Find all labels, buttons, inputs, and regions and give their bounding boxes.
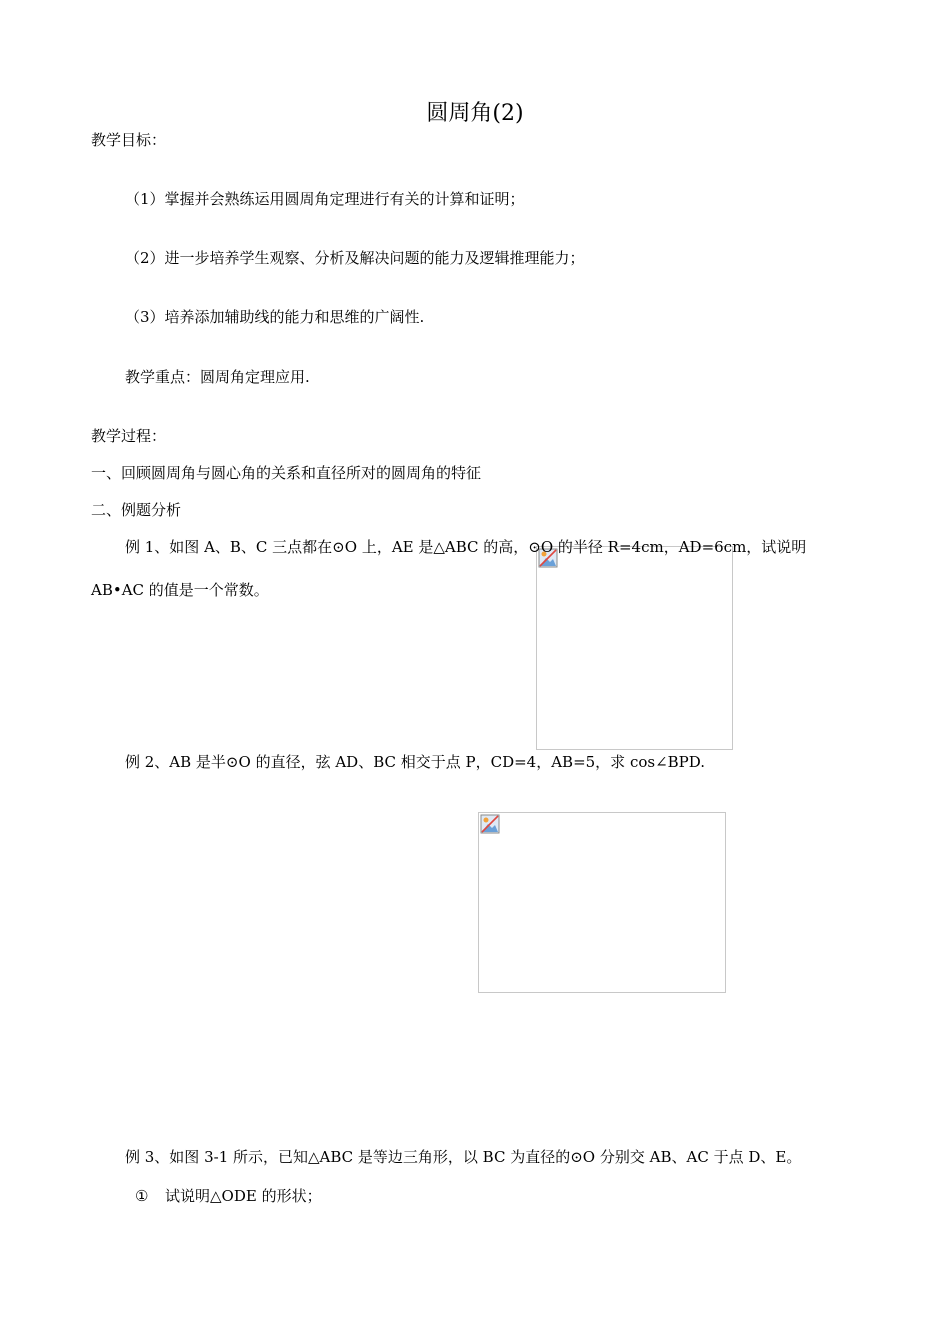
section-examples: 二、例题分析 — [91, 501, 182, 519]
example-2: 例 2、AB 是半⊙O 的直径，弦 AD、BC 相交于点 P，CD=4，AB=5，求 cos∠BPD. — [125, 753, 706, 771]
figure-1-image — [536, 546, 733, 750]
example-3-item-1-marker: ① — [135, 1187, 149, 1205]
page-title: 圆周角(2) — [426, 101, 524, 126]
example-3: 例 3、如图 3-1 所示，已知△ABC 是等边三角形，以 BC 为直径的⊙O 分别交 AB、AC 于点 D、E。 — [125, 1148, 802, 1166]
process-heading: 教学过程： — [91, 427, 167, 445]
key-point: 教学重点：圆周角定理应用. — [125, 368, 310, 386]
objective-item-2: （2）进一步培养学生观察、分析及解决问题的能力及逻辑推理能力； — [125, 249, 585, 267]
objective-item-1: （1）掌握并会熟练运用圆周角定理进行有关的计算和证明； — [125, 190, 525, 208]
objective-item-3: （3）培养添加辅助线的能力和思维的广阔性. — [125, 308, 425, 326]
example-3-item-1: 试说明△ODE 的形状； — [165, 1187, 322, 1205]
example-1-line-1: 例 1、如图 A、B、C 三点都在⊙O 上，AE 是△ABC 的高，⊙O 的半径 R=4cm，AD=6cm，试说明 — [125, 538, 807, 556]
section-review: 一、回顾圆周角与圆心角的关系和直径所对的圆周角的特征 — [91, 464, 482, 482]
objectives-heading: 教学目标： — [91, 131, 167, 149]
figure-2-image — [478, 812, 726, 993]
broken-image-icon — [479, 813, 501, 835]
example-1-line-2: AB•AC 的值是一个常数。 — [91, 581, 269, 599]
